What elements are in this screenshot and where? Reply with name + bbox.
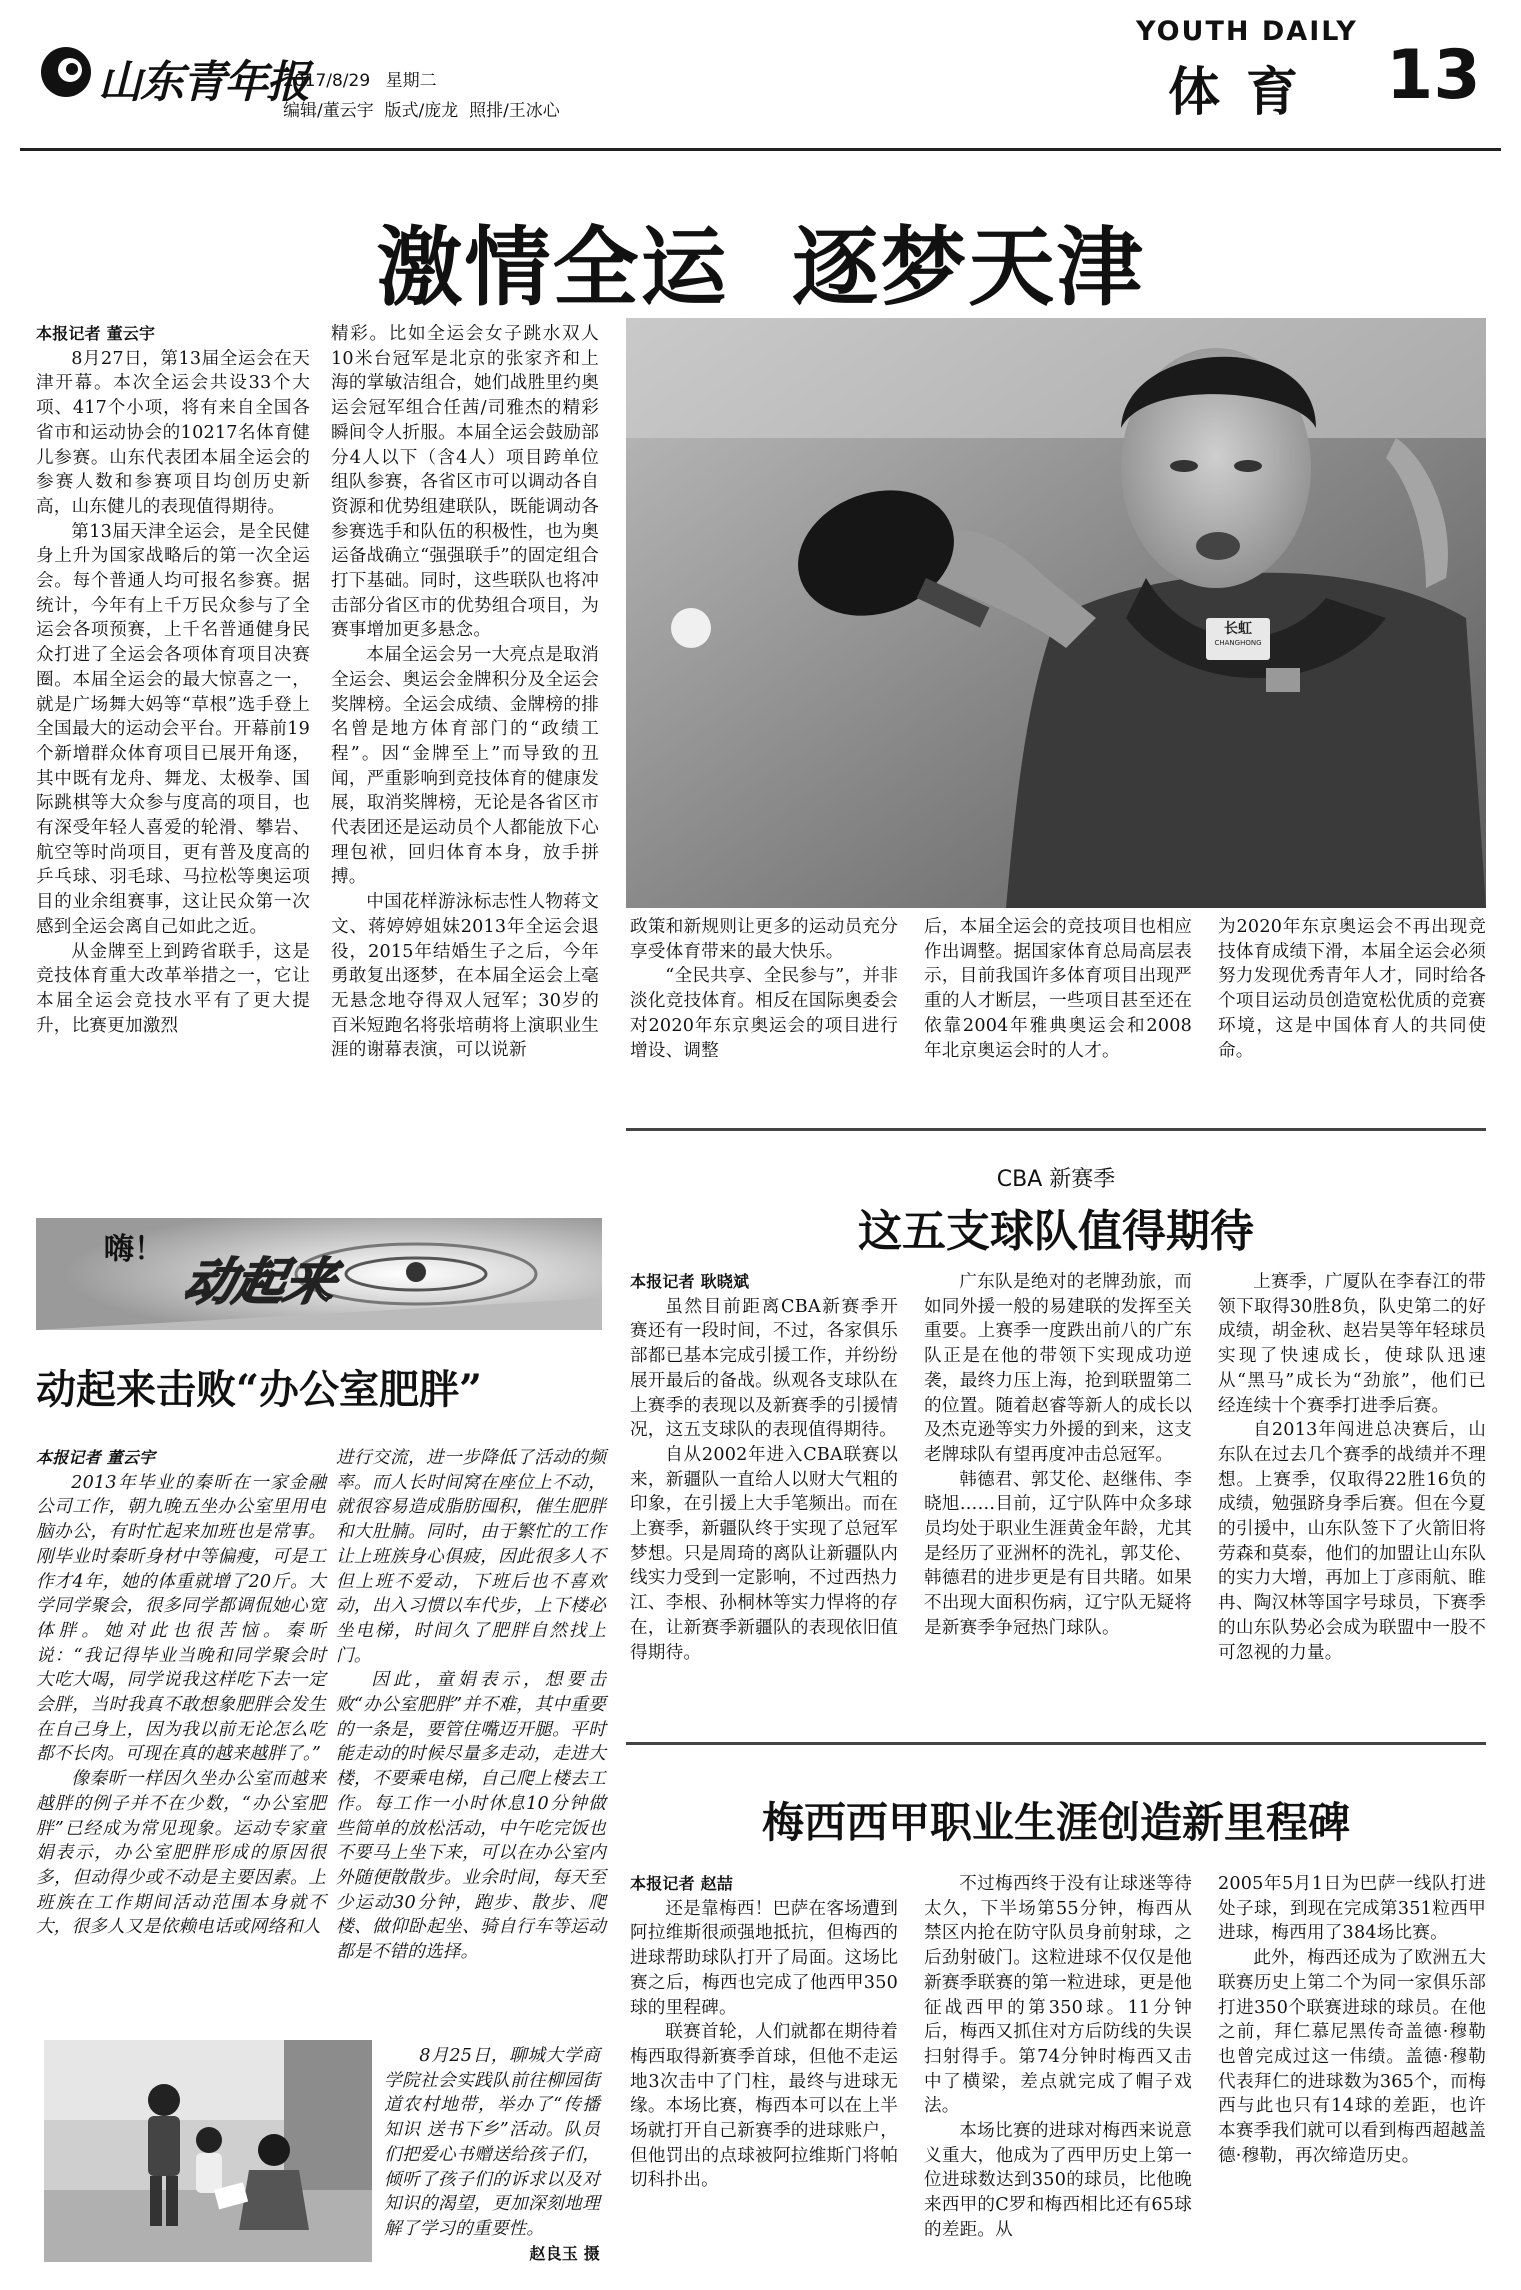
cba-kicker: CBA 新赛季 xyxy=(996,1167,1116,1192)
editor-credits: 编辑/董云宇 版式/庞龙 照排/王冰心 xyxy=(283,101,560,121)
table-tennis-photo xyxy=(626,318,1486,908)
messi-headline: 梅西西甲职业生涯创造新里程碑 xyxy=(761,1798,1350,1847)
section-name: 体育 xyxy=(1168,62,1325,123)
messi-column-2 xyxy=(924,1872,1192,2243)
messi-paragraph: 此外，梅西还成为了欧洲五大联赛历史上第二个为同一家俱乐部打进350个联赛进球的球员。在他之前，拜仁慕尼黑传奇盖德·穆勒也曾完成过这一伟绩。盖德·穆勒代表拜仁的进球数为365个，而梅西与此也只有14球的差距，也许本赛季我们就可以看到梅西超越盖德·穆勒，再次缔造历史。 xyxy=(1218,1948,1486,2166)
jersey-brand-en: CHANGHONG xyxy=(1214,639,1262,647)
cba-paragraph: 自从2002年进入CBA联赛以来，新疆队一直给人以财大气粗的印象，在引援上大手笔频出。而在上赛季，新疆队终于实现了总冠军梦想。只是周琦的离队让新疆队内线实力受到一定影响，不过西热力江、李根、孙桐林等实力悍将的存在，让新赛季新疆队的表现依旧值得期待。 xyxy=(630,1444,898,1663)
dongqilai-paragraph: 进行交流，进一步降低了活动的频率。而人长时间窝在座位上不动，就很容易造成脂肪囤积，催生肥胖和大肚腩。同时，由于繁忙的工作让上班族身心俱疲，因此很多人不但上班不爱动，下班后也不喜欢动，出入习惯以车代步，上下楼必坐电梯，时间久了肥胖自然找上门。 xyxy=(336,1448,606,1666)
dongqilai-paragraph: 像秦昕一样因久坐办公室而越来越胖的例子并不在少数，“办公室肥胖”已经成为常见现象。运动专家童娟表示，办公室肥胖形成的原因很多，但动得少或不动是主要因素。上班族在工作期间活动范围本身就不大，很多人又是依赖电话或网络和人 xyxy=(36,1769,326,1938)
messi-paragraph: 还是靠梅西！巴萨在客场遭到阿拉维斯很顽强地抵抗，但梅西的进球帮助球队打开了局面。这场比赛之后，梅西也完成了他西甲350球的里程碑。 xyxy=(630,1898,898,2018)
lead-column-2 xyxy=(331,322,599,1063)
lead-paragraph: 政策和新规则让更多的运动员充分享受体育带来的最大快乐。 xyxy=(630,917,898,962)
cba-headline: 这五支球队值得期待 xyxy=(858,1206,1254,1257)
cba-paragraph: 虽然目前距离CBA新赛季开赛还有一段时间，不过，各家俱乐部都已基本完成引援工作，并纷纷展开最后的备战。纵观各支球队在上赛季的表现以及新赛季的引援情况，这五支球队的表现值得期待。 xyxy=(630,1296,898,1441)
divider xyxy=(626,1742,1486,1745)
messi-paragraph: 联赛首轮，人们就都在期待着梅西取得新赛季首球，但他不走运地3次击中了门柱，最终与进球无缘。本场比赛，梅西本可以在上半场就打开自己新赛季的进球账户，但他罚出的点球被阿拉维斯门将帕切科扑出。 xyxy=(630,2022,898,2191)
lead-paragraph: 从金牌至上到跨省联手，这是竞技体育重大改革举措之一，它让本届全运会竞技水平有了更大提升，比赛更加激烈 xyxy=(36,941,310,1036)
book-donation-photo xyxy=(44,2040,372,2262)
cba-byline: 本报记者 耿晓斌 xyxy=(630,1272,750,1291)
lead-column-5 xyxy=(1218,915,1486,1063)
banner-hi: 嗨！ xyxy=(104,1232,164,1267)
lead-paragraph: 第13届天津全运会，是全民健身上升为国家战略后的第一次全运会。每个普通人均可报名参赛。据统计，今年有上千万民众参与了全运会各项预赛，上千名普通健身民众打进了全运会各项体育项目决赛圈。本届全运会的最大惊喜之一，就是广场舞大妈等“草根”选手登上全国最大的运动会平台。开幕前19个新增群众体育项目已展开角逐，其中既有龙舟、舞龙、太极拳、国际跳棋等大众参与度高的项目，也有深受年轻人喜爱的轮滑、攀岩、航空等时尚项目，更有普及度高的乒乓球、羽毛球、马拉松等奥运项目的业余组赛事，这让民众第一次感到全运会离自己如此之近。 xyxy=(36,521,310,937)
lead-paragraph: 本届全运会另一大亮点是取消全运会、奥运会金牌积分及全运会奖牌榜。全运会成绩、金牌榜的排名曾是地方体育部门的“政绩工程”。因“金牌至上”而导致的丑闻，严重影响到竞技体育的健康发展，取消奖牌榜，无论是各省区市代表团还是运动员个人都能放下心理包袱，回归体育本身，放手拼搏。 xyxy=(331,645,599,888)
lead-headline: 激情全运 逐梦天津 xyxy=(376,217,1145,318)
messi-paragraph: 2005年5月1日为巴萨一线队打进处子球，到现在完成第351粒西甲进球，梅西用了384场比赛。 xyxy=(1218,1874,1486,1944)
messi-paragraph: 不过梅西终于没有让球迷等待太久，下半场第55分钟，梅西从禁区内抢在防守队员身前射球，之后劲射破门。这粒进球不仅仅是他新赛季联赛的第一粒进球，更是他征战西甲的第350球。11分钟后，梅西又抓住对方后防线的失误扫射得手。第74分钟时梅西又击中了横梁，差点就完成了帽子戏法。 xyxy=(924,1874,1192,2117)
table-tennis-player-image xyxy=(626,318,1486,908)
masthead-rule xyxy=(20,148,1501,151)
jersey-brand: 长虹 xyxy=(1224,621,1252,637)
cba-paragraph: 韩德君、郭艾伦、赵继伟、李晓旭……目前，辽宁队阵中众多球员均处于职业生涯黄金年龄，尤其是经历了亚洲杯的洗礼，郭艾伦、韩德君的进步更是有目共睹。如果不出现大面积伤病，辽宁队无疑将是新赛季争冠热门球队。 xyxy=(924,1469,1192,1638)
issue-date-line xyxy=(283,66,437,91)
messi-column-3 xyxy=(1218,1872,1486,2168)
banner-title: 动起来 xyxy=(178,1252,342,1311)
dongqilai-banner xyxy=(36,1218,602,1330)
page-number: 13 xyxy=(1386,36,1481,115)
lead-paragraph: “全民共享、全民参与”，并非淡化竞技体育。相反在国际奥委会对2020年东京奥运会的项目进行增设、调整 xyxy=(630,966,898,1061)
newspaper-logo-icon xyxy=(38,44,94,100)
lead-column-1 xyxy=(36,322,310,1038)
lead-column-3 xyxy=(630,915,898,1063)
dongqilai-headline: 动起来击败“办公室肥胖” xyxy=(36,1366,483,1413)
lead-column-4 xyxy=(924,915,1192,1063)
jersey-logo xyxy=(1208,620,1268,648)
cba-paragraph: 上赛季，广厦队在李春江的带领下取得30胜8负，队史第二的好成绩，胡金秋、赵岩昊等年轻球员实现了快速成长，使球队迅速从“黑马”成长为“劲旅”，他们已经连续十个赛季打进季后赛。 xyxy=(1218,1272,1486,1416)
lead-paragraph: 后，本届全运会的竞技项目也相应作出调整。据国家体育总局高层表示，目前我国许多体育项目出现严重的人才断层，一些项目甚至还在依靠2004年雅典奥运会和2008年北京奥运会时的人才。 xyxy=(924,917,1192,1061)
issue-date: 2017/8/29 xyxy=(283,71,371,91)
dongqilai-paragraph: 2013年毕业的秦昕在一家金融公司工作，朝九晚五坐办公室里用电脑办公，有时忙起来加班也是常事。刚毕业时秦昕身材中等偏瘦，可是工作才4年，她的体重就增了20斤。大学同学聚会，很多同学都调侃她心宽体胖。她对此也很苦恼。秦昕说：“我记得毕业当晚和同学聚会时大吃大喝，同学说我这样吃下去一定会胖，当时我真不敢想象肥胖会发生在自己身上，因为我以前无论怎么吃都不长肉。可现在真的越来越胖了。” xyxy=(36,1472,326,1765)
photo-credit: 赵良玉 摄 xyxy=(529,2243,600,2263)
dongqilai-byline: 本报记者 董云宇 xyxy=(36,1448,156,1467)
photo-caption xyxy=(384,2044,600,2266)
cba-column-3 xyxy=(1218,1270,1486,1665)
divider xyxy=(626,1128,1486,1131)
cba-column-2 xyxy=(924,1270,1192,1641)
lead-byline: 本报记者 董云宇 xyxy=(36,324,156,343)
dongqilai-column-2 xyxy=(336,1446,606,1965)
lead-paragraph: 8月27日，第13届全运会在天津开幕。本次全运会共设33个大项、417个小项，将有来自全国各省市和运动协会的10217名体育健儿参赛。山东代表团本届全运会的参赛人数和参赛项目均创历史新高，山东健儿的表现值得期待。 xyxy=(36,348,310,517)
caption-text: 8月25日，聊城大学商学院社会实践队前往柳园街道农村地带，举办了“传播知识 送书下乡”活动。队员们把爱心书赠送给孩子们，倾听了孩子们的诉求以及对知识的渴望，更加深刻地理解了学习的重要性。 xyxy=(384,2046,600,2239)
masthead xyxy=(0,0,1521,150)
messi-column-1 xyxy=(630,1872,898,2193)
lead-paragraph: 精彩。比如全运会女子跳水双人10米台冠军是北京的张家齐和上海的掌敏洁组合，她们战胜里约奥运会冠军组合任茜/司雅杰的精彩瞬间令人折服。本届全运会鼓励部分4人以下（含4人）项目跨单位组队参赛，各省区市可以调动各自资源和优势组建联队，既能调动各参赛选手和队伍的积极性，也为奥运备战确立“强强联手”的固定组合打下基础。同时，这些联队也将冲击部分省区市的优势组合项目，为赛事增加更多悬念。 xyxy=(331,324,599,641)
brand-english: YOUTH DAILY xyxy=(1136,16,1358,47)
messi-byline: 本报记者 赵喆 xyxy=(630,1874,733,1893)
cba-paragraph: 自2013年闯进总决赛后，山东队在过去几个赛季的战绩并不理想。上赛季，仅取得22胜16负的成绩，勉强跻身季后赛。但在今夏的引援中，山东队签下了火箭旧将劳森和莫泰，他们的加盟让山东队的实力大增，再加上丁彦雨航、睢冉、陶汉林等国字号球员，下赛季的山东队势必会成为联盟中一股不可忽视的力量。 xyxy=(1218,1420,1486,1663)
lead-paragraph: 为2020年东京奥运会不再出现竞技体育成绩下滑，本届全运会必须努力发现优秀青年人才，同时给各个项目运动员创造宽松优质的竞赛环境，这是中国体育人的共同使命。 xyxy=(1218,917,1486,1061)
lead-paragraph: 中国花样游泳标志性人物蒋文文、蒋婷婷姐妹2013年全运会退役，2015年结婚生子之后，今年勇敢复出逐梦，在本届全运会上毫无悬念地夺得双人冠军；30岁的百米短跑名将张培萌将上演职业生涯的谢幕表演，可以说新 xyxy=(331,892,599,1061)
cba-paragraph: 广东队是绝对的老牌劲旅，而如同外援一般的易建联的发挥至关重要。上赛季一度跌出前八的广东队正是在他的带领下实现成功逆袭，最终力压上海，抢到联盟第二的位置。随着赵睿等新人的成长以及杰克逊等实力外援的到来，这支老牌球队有望再度冲击总冠军。 xyxy=(924,1272,1192,1465)
dongqilai-paragraph: 因此，童娟表示，想要击败“办公室肥胖”并不难，其中重要的一条是，要管住嘴迈开腿。平时能走动的时候尽量多走动，走进大楼，不要乘电梯，自己爬上楼去工作。每工作一小时休息10分钟做些简单的放松活动，中午吃完饭也不要马上坐下来，可以在办公室内外随便散散步。业余时间，每天至少运动30分钟，跑步、散步、爬楼、做仰卧起坐、骑自行车等运动都是不错的选择。 xyxy=(336,1670,606,1963)
dongqilai-column-1 xyxy=(36,1446,326,1940)
book-donation-image xyxy=(44,2040,372,2262)
newspaper-logo-text: 山东青年报 xyxy=(98,57,308,108)
cba-column-1 xyxy=(630,1270,898,1665)
issue-weekday: 星期二 xyxy=(385,71,437,91)
messi-paragraph: 本场比赛的进球对梅西来说意义重大，他成为了西甲历史上第一位进球数达到350的球员，比他晚来西甲的C罗和梅西相比还有65球的差距。从 xyxy=(924,2121,1192,2240)
